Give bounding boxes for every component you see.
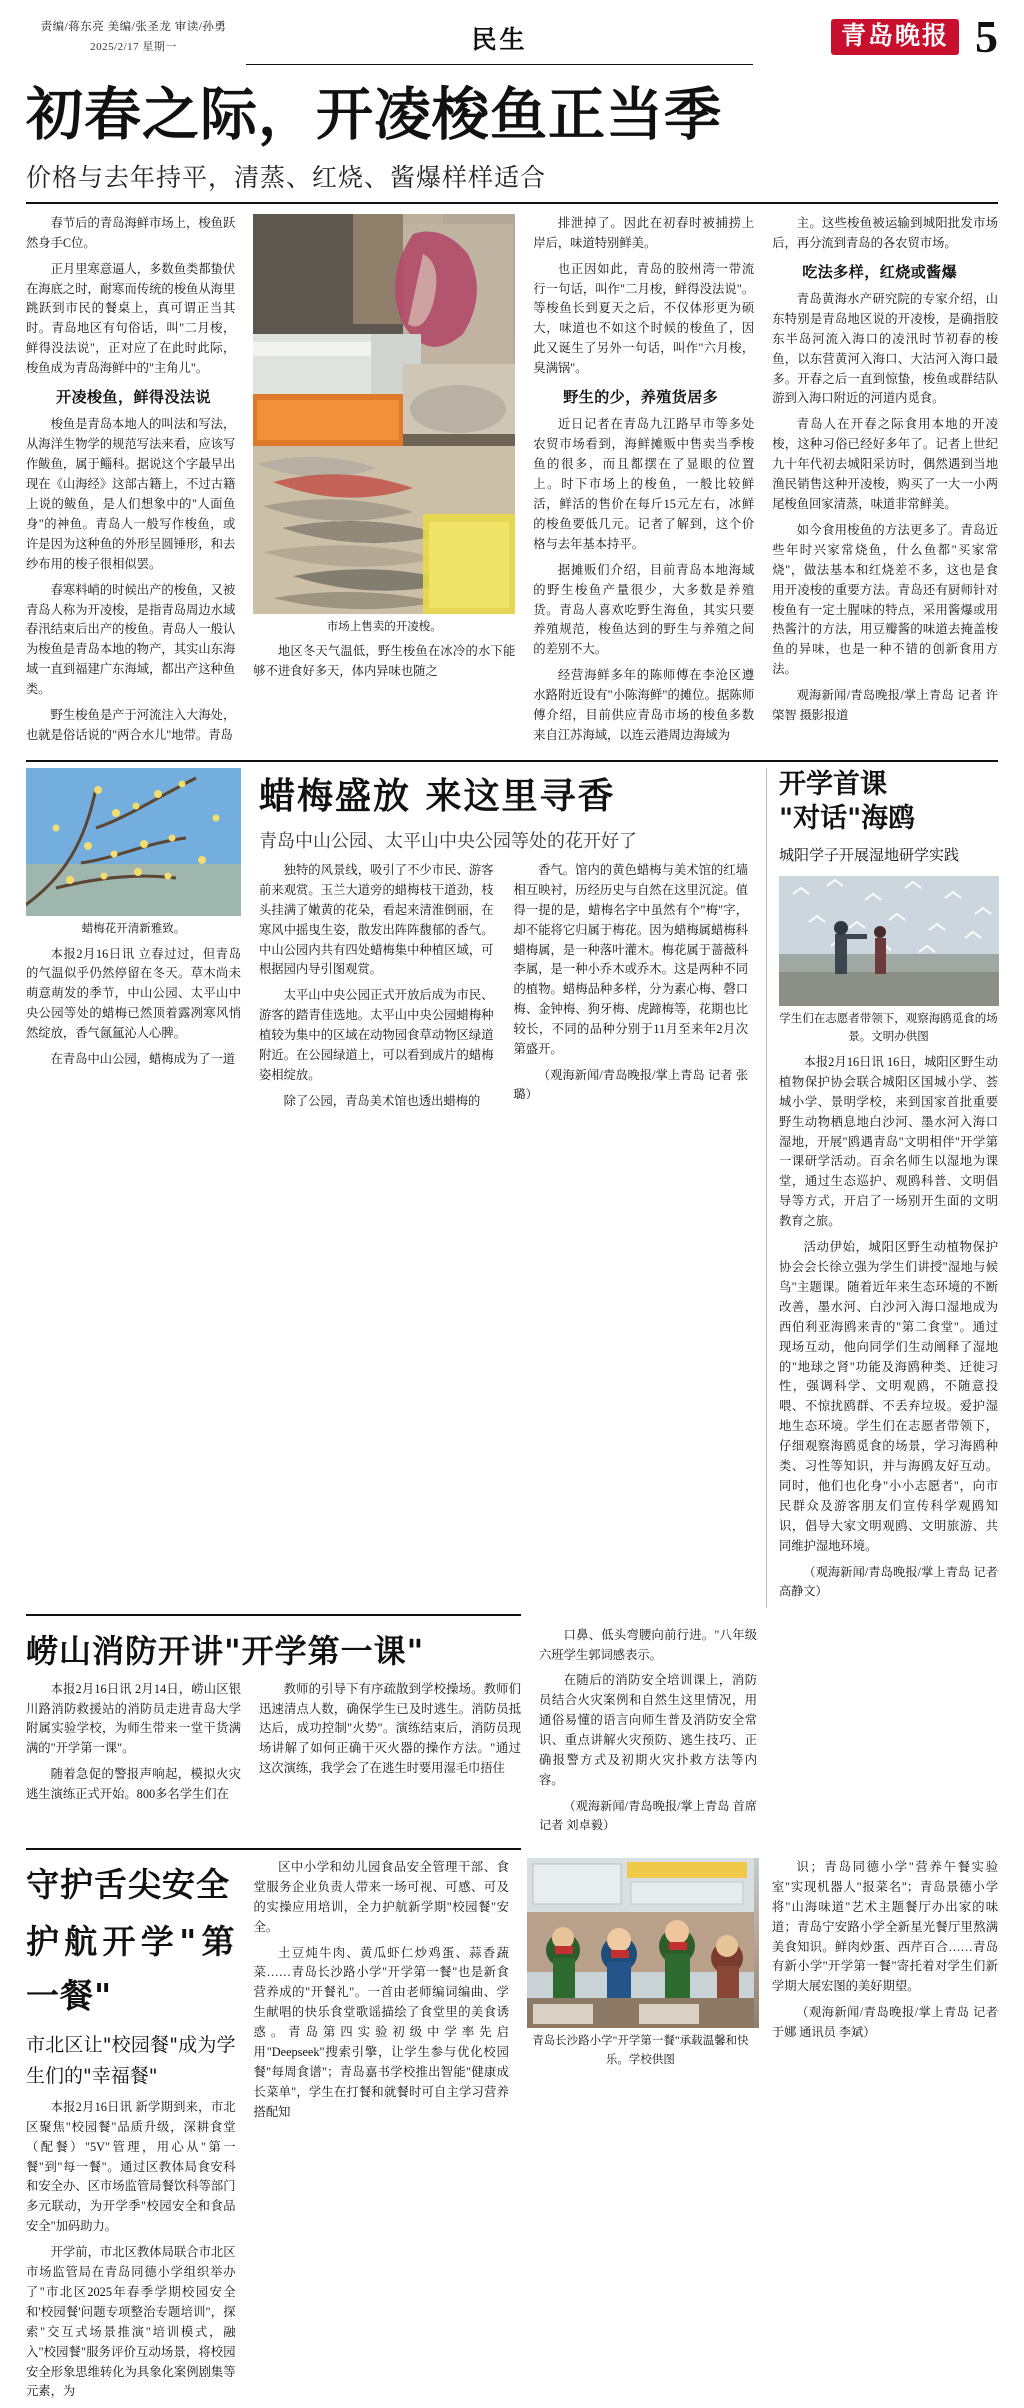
- masthead: [26, 11, 998, 78]
- middle-band: [26, 768, 998, 1608]
- fire-column-1: [26, 1680, 241, 1811]
- paragraph: 本报2月16日讯 16日，城阳区野生动植物保护协会联合城阳区国城小学、荟城小学、景明学校，来到国家首批重要野生动物栖息地白沙河、墨水河入海口湿地，开展"鸥遇青岛"文明相伴"开学第一课研学活动。百余名师生以湿地为课堂，通过生态巡护、观鸥科普、文明倡导等方式，开启了一场别开生面的文明教育之旅。: [779, 1054, 998, 1229]
- fish-photo-caption: 市场上售卖的开凌梭。: [326, 620, 442, 633]
- paragraph: 太平山中央公园正式开放后成为市民、游客的踏青佳选地。太平山中央公园蜡梅种植较为集中的区域在动物园食草动物区绿道附近。在公园绿道上，可以看到成片的蜡梅姿相绽放。: [259, 988, 494, 1082]
- paragraph: 在随后的消防安全培训课上，消防员结合火灾案例和自然生这里情况，用通俗易懂的语言向师生普及消防安全常识、重点讲解火灾预防、逃生技巧、正确报警方式及初期火灾扑救方法等内容。: [539, 1673, 758, 1787]
- lead-article: [26, 214, 998, 752]
- fire-column-2: [259, 1680, 521, 1811]
- paragraph: 青岛黄海水产研究院的专家介绍，山东特别是青岛地区说的开凌梭，是确指胶东半岛河流入海口的凌汛时节初春的梭鱼，以东营黄河入海口、大沽河入海口最多。开春之后一直到惊蛰，梭鱼或群结队游到入海口附近的河道内觅食。: [772, 291, 998, 406]
- lead-credit: 观海新闻/青岛晚报/掌上青岛 记者 许棨智 摄影报道: [772, 688, 998, 722]
- lead-subsection-3: 吃法多样，红烧或酱爆: [802, 262, 958, 281]
- plum-subhead: 青岛中山公园、太平山中央公园等处的花开好了: [259, 830, 637, 852]
- fire-headline: 崂山消防开讲"开学第一课": [26, 1631, 425, 1670]
- plum-credit: （观海新闻/青岛晚报/掌上青岛 记者 张璐）: [513, 1067, 748, 1102]
- meal-article: [26, 1858, 998, 2408]
- plum-left-column: [26, 768, 241, 1608]
- lead-column-2: [253, 214, 515, 752]
- paragraph: 区中小学和幼儿园食品安全管理干部、食堂服务企业负责人带来一场可视、可感、可及的实操应用培训，全力护航新学期"校园餐"安全。: [253, 1859, 509, 1934]
- masthead-brand: [758, 11, 998, 62]
- paragraph: 青岛人在开春之际食用本地的开凌梭，这种习俗已经好多年了。记者上世纪九十年代初去城阳采访时，偶然遇到当地渔民销售这种开凌梭，购买了一大一小两尾梭鱼回家清蒸，味道非常鲜美。: [772, 417, 998, 511]
- meal-column-2: [254, 1858, 509, 2408]
- section-title-wrap: [241, 20, 758, 65]
- paragraph: 教师的引导下有序疏散到学校操场。教师们迅速清点人数，确保学生已及时逃生。消防员抵达后，成功控制"火势"。演练结束后，消防员现场讲解了如何正确干灭火器的操作方法。"通过这次演练，我学会了在逃生时要用湿毛巾捂住: [259, 1681, 521, 1776]
- lead-subhead: 价格与去年持平，清蒸、红烧、酱爆样样适合: [26, 162, 547, 192]
- paragraph: 梭鱼是青岛本地人的叫法和写法，从海洋生物学的规范写法来看，应该写作鲅鱼，属于鲻科。据说这个字最早出现在《山海经》这部古籍上，不过古籍上说的鲅鱼，是人们想象中的"人面鱼身"的神鱼。青岛人一般写作梭鱼，或许是因为这种鱼的外形呈圆锤形，和去纱布用的梭子很相似罢。: [26, 417, 236, 571]
- divider-mid: [26, 760, 998, 762]
- issue-date: 2025/2/17 星期一: [90, 40, 177, 53]
- seagull-photo-art: [779, 876, 999, 1006]
- paragraph: 口鼻、低头弯腰向前行进。"八年级六班学生郭词感表示。: [539, 1627, 758, 1662]
- gull-photo-caption: 学生们在志愿者带领下，观察海鸥觅食的场景。文明办供图: [779, 1012, 998, 1044]
- meal-column-1: [26, 1858, 236, 2408]
- fire-column-3: [539, 1626, 757, 1842]
- school-meal-photo: [527, 1858, 759, 2028]
- editor-line-1: 责编/蒋东亮 美编/张圣龙 审读/孙勇: [40, 21, 227, 33]
- lead-subsection-2: 野生的少，养殖货居多: [563, 388, 719, 407]
- paragraph: 本报2月16日讯 新学期到来，市北区聚焦"校园餐"品质升级，深耕食堂（配餐）"5V"管理，用心从"第一餐"到"每一餐"。通过区教体局食安科和安全办、区市场监管局餐饮科等部门多元联动，为开学季"校园安全和食品安全"加码助力。: [26, 2099, 236, 2234]
- paragraph: 也正因如此，青岛的胶州湾一带流行一句话，叫作"二月梭，鲜得没法说"。等梭鱼长到夏天之后，不仅体形更为硕大，味道也不如这个时候的梭鱼了，因此又诞生了另外一句话，叫作"六月梭，臭满锅"。: [533, 261, 755, 376]
- gull-headline-line1: 开学首课: [779, 768, 887, 800]
- paragraph: 随着急促的警报声响起，模拟火灾逃生演练正式开始。800多名学生们在: [26, 1767, 241, 1802]
- seagull-photo: [779, 876, 999, 1006]
- masthead-rule: [246, 64, 753, 65]
- divider-bottom: [26, 1848, 521, 1850]
- plum-article: [259, 768, 748, 1608]
- meal-headline-line2: 护航开学"第一餐": [26, 1922, 236, 2015]
- plum-blossom-photo: [26, 768, 241, 916]
- plum-blossom-photo-art: [26, 768, 241, 916]
- lower-band: [26, 1626, 998, 1842]
- divider-top: [26, 202, 998, 204]
- paragraph: 近日记者在青岛九江路早市等多处农贸市场看到，海鲜摊贩中售卖当季梭鱼的很多，而且都摆在了显眼的位置上。时下市场上的梭鱼，一般比较鲜活，鲜活的售价在每斤15元左右，冰鲜的梭鱼要低几元。记者了解到，这个价格与去年基本持平。: [533, 417, 755, 551]
- paragraph: 活动伊始，城阳区野生动植物保护协会会长徐立强为学生们讲授"湿地与候鸟"主题课。随着近年来生态环境的不断改善，墨水河、白沙河入海口湿地成为西伯利亚海鸥来青的"第二食堂"。通过现场互动，他向同学们生动阐释了湿地的"地球之肾"功能及海鸥种类、迁徙习性，强调科学、文明观鸥，不随意投喂、不惊扰鸥群、不丢弃垃圾。爱护湿地生态环境。学生们在志愿者带领下，仔细观察海鸥觅食的场景，学习海鸥种类、习性等知识，并与海鸥友好互动。同时，他们也化身"小小志愿者"，向市民群众及游客朋友们宣传科学观鸥知识，倡导大家文明观鸥、文明旅游、共同维护湿地环境。: [779, 1240, 998, 1553]
- gull-article: [766, 768, 998, 1608]
- paragraph: 除了公园，青岛美术馆也透出蜡梅的: [283, 1093, 481, 1108]
- paragraph: 香气。馆内的黄色蜡梅与美术馆的红墙相互映衬，历经历史与自然在这里沉淀。值得一提的是，蜡梅名字中虽然有个"梅"字，却不能将它归属于梅花。因为蜡梅属蜡梅科蜡梅属，是一种落叶灌木。梅花属于蔷薇科李属，是一种小乔木或乔木。这是两种不同的植物。蜡梅品种多样，分为素心梅、磬口梅、金钟梅、狗牙梅、虎蹄梅等，花期也比较长，不同的品种分别于11月至来年2月次第盛开。: [513, 862, 748, 1057]
- gull-subhead: 城阳学子开展湿地研学实践: [779, 846, 960, 865]
- section-title: 民生: [471, 25, 528, 54]
- school-meal-photo-art: [527, 1858, 754, 2028]
- lead-column-1: [26, 214, 235, 752]
- paragraph: 春节后的青岛海鲜市场上，梭鱼跃然身手C位。: [26, 215, 236, 250]
- fish-market-photo-art: [253, 214, 515, 614]
- plum-photo-caption: 蜡梅花开清新雅致。: [81, 922, 186, 935]
- meal-headline-line1: 守护舌尖安全: [26, 1864, 230, 1904]
- page-title: 初春之际，开凌梭鱼正当季: [26, 82, 722, 148]
- paragraph: 地区冬天气温低，野生梭鱼在冰冷的水下能够不进食好多天，体内异味也随之: [253, 644, 516, 679]
- lead-subsection-1: 开凌梭鱼，鲜得没法说: [56, 388, 212, 407]
- paragraph: 如今食用梭鱼的方法更多了。青岛近些年时兴家常烧鱼，什么鱼都"买家常烧"，做法基本和红烧差不多，这也是食用开凌梭的重要方法。青岛还有厨师针对梭鱼有一定土腥味的特点，采用酱爆或用热酱汁的方法，用豆瓣酱的味道去掩盖梭鱼的异味，也是一种不错的创新食用方法。: [772, 522, 998, 677]
- gull-credit: （观海新闻/青岛晚报/掌上青岛 记者 高静文）: [779, 1564, 998, 1599]
- paragraph: 开学前，市北区教体局联合市北区市场监管局在青岛同德小学组织举办了"市北区2025年春季学期校园安全和'校园餐'问题专项整治专题培训"，探索"交互式场景推演"培训模式，融入"校园餐"服务评价互动场景，将校园安全形象思维转化为具象化案例剧集等元素，为: [26, 2245, 236, 2399]
- meal-column-4: [772, 1858, 998, 2408]
- gull-headline-line2: "对话"海鸥: [779, 802, 916, 834]
- paragraph: 正月里寒意逼人，多数鱼类都蛰伏在海底之时，耐寒而传统的梭鱼从海里跳跃到市民的餐桌上，真可谓正当其时。青岛地区有句俗话，叫"二月梭，鲜得没法说"，正对应了在此时此际，梭鱼成为青岛海鲜中的"主角儿"。: [26, 261, 236, 376]
- meal-subhead: 市北区让"校园餐"成为学生们的"幸福餐": [26, 2034, 236, 2088]
- meal-credit: （观海新闻/青岛晚报/掌上青岛 记者 于娜 通讯员 李斌）: [771, 2005, 998, 2039]
- lead-column-4: [772, 214, 998, 752]
- school-photo-caption: 青岛长沙路小学"开学第一餐"承载温馨和快乐。学校供图: [532, 2034, 749, 2066]
- divider-low: [26, 1614, 521, 1616]
- paragraph: 本报2月16日讯 2月14日，崂山区银川路消防救援站的消防员走进青岛大学附属实验学校，为师生带来一堂干货满满的"开学第一课"。: [26, 1681, 241, 1756]
- paragraph: 在青岛中山公园，蜡梅成为了一道: [50, 1052, 236, 1067]
- paragraph: 独特的风景线，吸引了不少市民、游客前来观赏。玉兰大道旁的蜡梅枝干道劲，枝头挂满了嫩黄的花朵，看起来清淮倒丽，在寒风中摇曳生姿，散发出阵阵馥郁的香气。中山公园内共有四处蜡梅集中种植区域，可根据园内导引图观赏。: [259, 862, 494, 977]
- paragraph: 本报2月16日讯 立春过过，但青岛的气温似乎仍然停留在冬天。草木尚未萌意萌发的季节，中山公园、太平山中央公园等处的蜡梅已然顶着露冽寒风悄然绽放，香气氤氲沁人心脾。: [26, 946, 241, 1041]
- page-number: 5: [975, 11, 998, 62]
- paragraph: 经营海鲜多年的陈师傅在李沧区遵水路附近设有"小陈海鲜"的摊位。据陈师傅介绍，目前供应青岛市场的梭鱼多数来自江苏海域，以连云港周边海域为: [533, 668, 755, 742]
- paper-logo: 青岛晚报: [831, 19, 959, 55]
- paragraph: 野生梭鱼是产于河流注入大海处，也就是俗话说的"两合水儿"地带。青岛: [26, 708, 236, 742]
- paragraph: 土豆炖牛肉、黄瓜虾仁炒鸡蛋、蒜香蔬菜……青岛长沙路小学"开学第一餐"也是新食营养成的"开餐礼"。一首由老师编词编曲、学生献唱的快乐食堂歌谣描绘了食堂里的美食诱惑。青岛第四实验初级中学率先启用"Deepseek"搜索引擎，让学生参与优化校园餐"每周食谱"；青岛嘉书学校推出智能"健康成长菜单"，学生在打餐和就餐时可自主学习营养搭配知: [253, 1945, 509, 2119]
- fish-market-photo: [253, 214, 515, 614]
- lead-column-3: [533, 214, 754, 752]
- plum-body: [259, 861, 748, 1114]
- paragraph: 识；青岛同德小学"营养午餐实验室"实现机器人"报菜名"；青岛景德小学将"山海味道"艺术主题餐厅办出家的味道；青岛宁安路小学全新星光餐厅里熬满美食知识。鲜肉炒蛋、西芹百合……青岛有新小学"开学第一餐"寄托着对学生们新学期大展宏图的美好期望。: [771, 1859, 998, 1994]
- paragraph: 主。这些梭鱼被运输到城阳批发市场后，再分流到青岛的各农贸市场。: [772, 215, 998, 250]
- editor-credits: [26, 14, 241, 56]
- meal-column-3: [527, 1858, 754, 2408]
- paragraph: 排泄掉了。因此在初春时被捕捞上岸后，味道特别鲜美。: [533, 215, 755, 250]
- paragraph: 春寒料峭的时候出产的梭鱼，又被青岛人称为开凌梭，是指青岛周边水域春汛结束后出产的梭鱼。青岛人一般认为梭鱼是青岛本地的物产，其实山东海域一直到福建广东海域，都出产这种鱼类。: [26, 582, 236, 697]
- plum-headline: 蜡梅盛放 来这里寻香: [259, 775, 616, 817]
- lead-headline-block: [26, 84, 998, 194]
- fire-credit: （观海新闻/青岛晚报/掌上青岛 首席记者 刘卓毅）: [539, 1798, 758, 1833]
- fire-article: [26, 1626, 521, 1842]
- fire-columns: [26, 1680, 521, 1811]
- paragraph: 据摊贩们介绍，目前青岛本地海域的野生梭鱼产量很少，大多数是养殖货。青岛人喜欢吃野生海鱼，其实只要养殖规范，梭鱼达到的野生与养殖之间的差别不大。: [533, 562, 755, 657]
